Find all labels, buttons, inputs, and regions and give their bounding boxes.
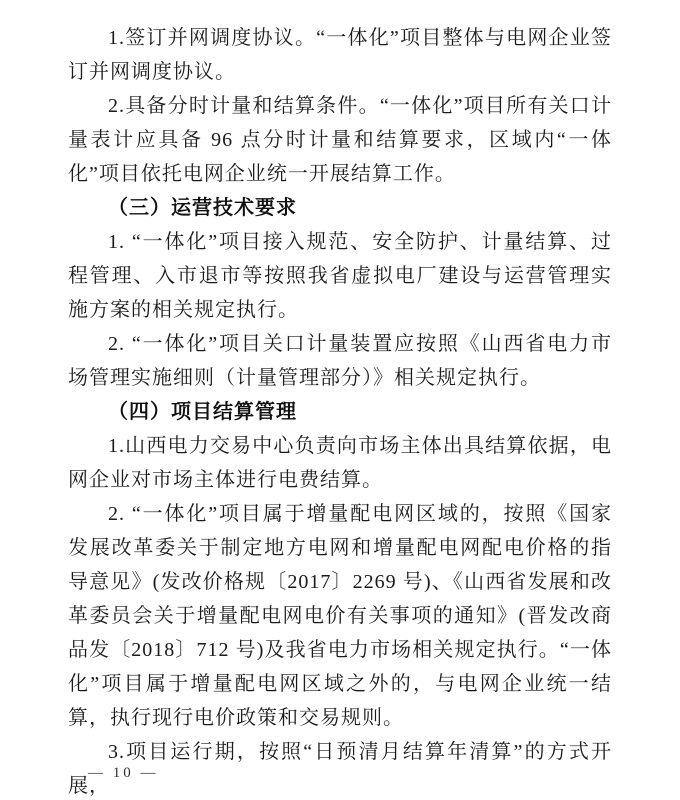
paragraph-incremental-distribution-network-pricing: 2. “一体化”项目属于增量配电网区域的，按照《国家发展改革委关于制定地方电网和增量配电网配电价格的指导意见》(发改价格规〔2017〕2269 号)、《山西省发展和改革委员会关于增量配电网电价有关事项的通知》(晋发改商品发〔2018〕712 号)及我省电力市场相关规定执行。“一体化”项目属于增量配电网区域之外的，与电网企业统一结算，执行现行电价政策和交易规则。	[68, 503, 612, 729]
paragraph-settlement-basis: 1.山西电力交易中心负责向市场主体出具结算依据，电网企业对市场主体进行电费结算。	[68, 435, 612, 491]
paragraph-operation-period-settlement: 3.项目运行期，按照“日预清月结算年清算”的方式开展，	[68, 741, 612, 797]
page-number-footer: — 10 —	[88, 765, 159, 781]
paragraph-time-of-use-metering: 2.具备分时计量和结算条件。“一体化”项目所有关口计量表计应具备 96 点分时计量和结算要求，区域内“一体化”项目依托电网企业统一开展结算工作。	[68, 95, 612, 185]
paragraph-gateway-metering-devices: 2. “一体化”项目关口计量装置应按照《山西省电力市场管理实施细则（计量管理部分）》相关规定执行。	[68, 333, 612, 389]
paragraph-grid-dispatch-agreement: 1.签订并网调度协议。“一体化”项目整体与电网企业签订并网调度协议。	[68, 27, 612, 83]
section-heading-project-settlement-management: （四）项目结算管理	[108, 401, 297, 423]
paragraph-access-specifications: 1. “一体化”项目接入规范、安全防护、计量结算、过程管理、入市退市等按照我省虚拟电厂建设与运营管理实施方案的相关规定执行。	[68, 231, 612, 321]
document-body	[68, 21, 612, 800]
section-heading-operation-technical-requirements: （三）运营技术要求	[108, 197, 297, 219]
